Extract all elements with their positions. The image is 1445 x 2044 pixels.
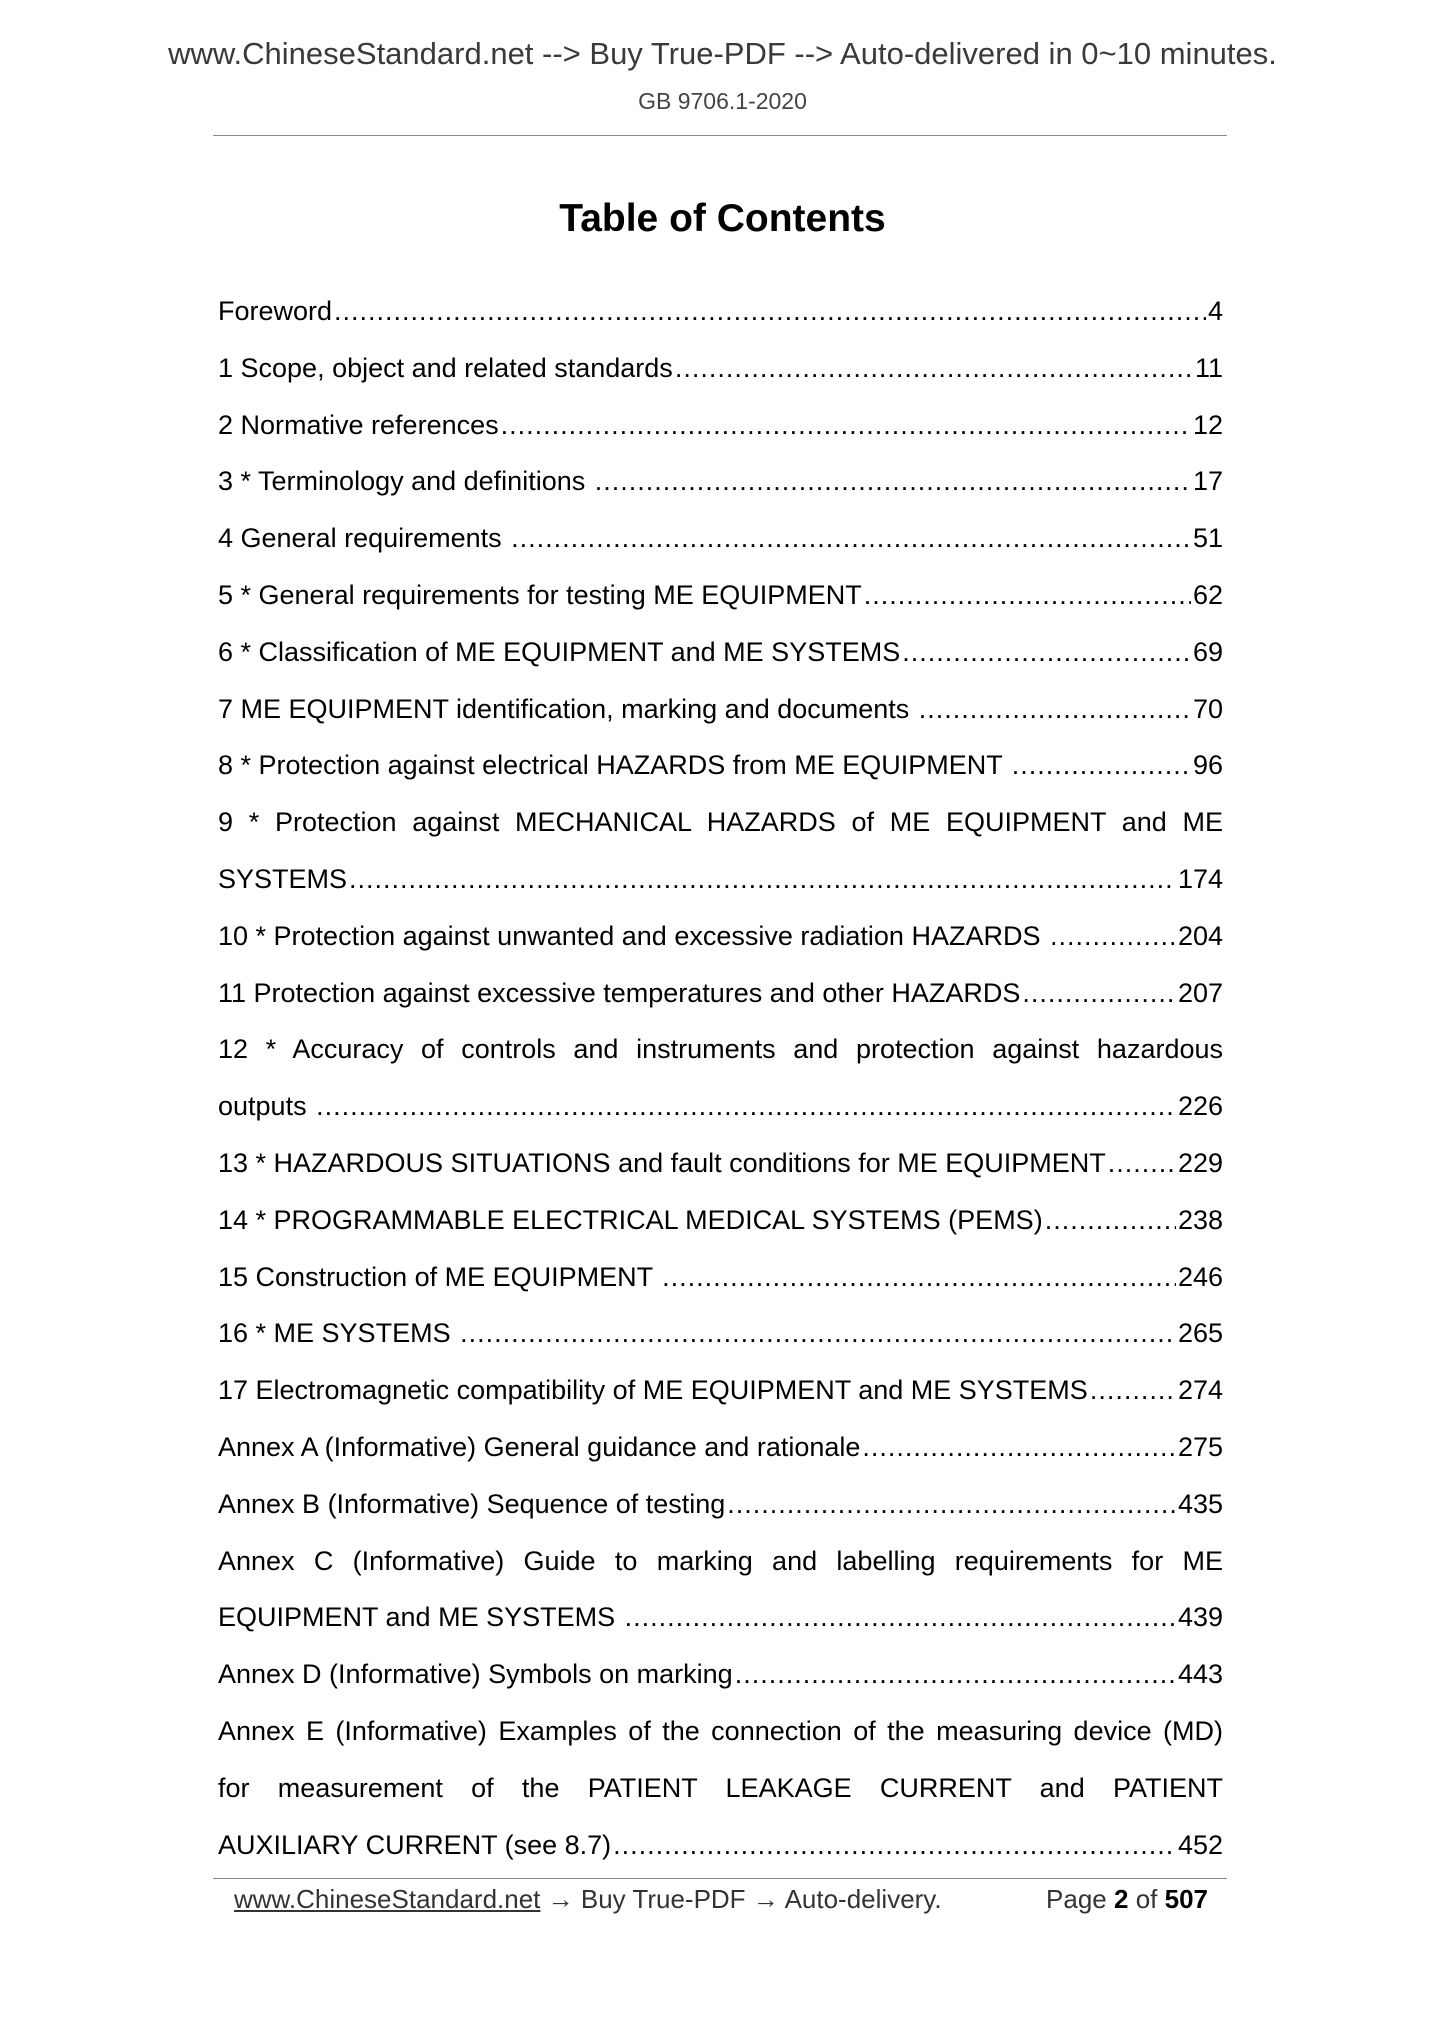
toc-page-number: 452 (1177, 1829, 1223, 1860)
toc-entry-continued-line[interactable]: 12 * Accuracy of controls and instruments and protection against hazardous (218, 1034, 1223, 1065)
toc-entry[interactable] (218, 1078, 1223, 1135)
dot-leader (1090, 1362, 1176, 1419)
toc-page-number: 62 (1192, 579, 1223, 610)
toc-entry-title: Foreword (218, 296, 333, 326)
toc-entry-title: 17 Electromagnetic compatibility of ME EQUIPMENT and ME SYSTEMS (218, 1375, 1088, 1406)
dot-leader (316, 1078, 1176, 1135)
toc-page-number: 443 (1177, 1659, 1223, 1690)
toc-entry-title: AUXILIARY CURRENT (see 8.7) (218, 1829, 612, 1860)
toc-entry[interactable] (218, 965, 1223, 1022)
dot-leader (727, 1476, 1176, 1533)
toc-page-number: 274 (1177, 1375, 1223, 1406)
footer-site-link[interactable]: www.ChineseStandard.net (234, 1884, 541, 1914)
toc-entry-title: 3 * Terminology and definitions (218, 466, 593, 497)
toc-page-number: 12 (1192, 409, 1223, 440)
toc-entry[interactable] (218, 624, 1223, 681)
toc-entry-title: 5 * General requirements for testing ME EQUIPMENT (218, 579, 862, 610)
toc-page-number: 439 (1177, 1602, 1223, 1633)
dot-leader (919, 681, 1191, 738)
dot-leader (1045, 1192, 1176, 1249)
toc-page-number: 435 (1177, 1488, 1223, 1519)
dot-leader (460, 1305, 1176, 1362)
toc-page-number: 4 (1207, 296, 1223, 326)
toc-entry-title: 15 Construction of ME EQUIPMENT (218, 1261, 661, 1292)
toc-entry[interactable] (218, 851, 1223, 908)
toc-entry-title: outputs (218, 1091, 315, 1122)
toc-entry-continued-line[interactable]: Annex E (Informative) Examples of the connection of the measuring device (MD) (218, 1715, 1223, 1746)
toc-entry[interactable] (218, 1249, 1223, 1306)
toc-entry-continued-line[interactable]: Annex C (Informative) Guide to marking and labelling requirements for ME (218, 1545, 1223, 1576)
toc-entry[interactable] (218, 1192, 1223, 1249)
dot-leader (902, 624, 1191, 681)
toc-page-number: 207 (1177, 977, 1223, 1008)
toc-entry[interactable] (218, 1589, 1223, 1646)
toc-entry[interactable] (218, 1817, 1223, 1874)
dot-leader (511, 510, 1191, 567)
dot-leader (625, 1589, 1176, 1646)
dot-leader (349, 851, 1176, 908)
page-label: Page (1046, 1884, 1107, 1914)
footer-divider (213, 1878, 1227, 1879)
toc-entry[interactable] (218, 1646, 1223, 1703)
toc-entry-title: 11 Protection against excessive temperatures and other HAZARDS (218, 977, 1021, 1008)
toc-entry[interactable] (218, 681, 1223, 738)
dot-leader (675, 340, 1193, 397)
dot-leader (1050, 908, 1176, 965)
toc-entry[interactable] (218, 1476, 1223, 1533)
toc-entry-title: SYSTEMS (218, 863, 348, 894)
toc-entry[interactable] (218, 567, 1223, 624)
toc-entry-title: Annex B (Informative) Sequence of testing (218, 1488, 726, 1519)
toc-entry-title: 10 * Protection against unwanted and excessive radiation HAZARDS (218, 920, 1048, 951)
toc-entry[interactable] (218, 1305, 1223, 1362)
dot-leader (862, 1419, 1176, 1476)
toc-entry-title: 4 General requirements (218, 523, 510, 554)
toc-entry-title: 7 ME EQUIPMENT identification, marking and documents (218, 693, 917, 724)
toc-entry-continued-line[interactable]: for measurement of the PATIENT LEAKAGE CURRENT and PATIENT (218, 1772, 1223, 1803)
toc-entry-title: EQUIPMENT and ME SYSTEMS (218, 1602, 623, 1633)
dot-leader (1022, 965, 1176, 1022)
toc-entry[interactable] (218, 737, 1223, 794)
toc-entry-title: Annex D (Informative) Symbols on marking (218, 1659, 733, 1690)
toc-entry[interactable] (218, 510, 1223, 567)
toc-page-number: 265 (1177, 1318, 1223, 1349)
document-number: GB 9706.1-2020 (638, 88, 807, 114)
toc-page-number: 51 (1192, 523, 1223, 554)
page-current: 2 (1113, 1884, 1129, 1914)
toc-page-number: 11 (1194, 352, 1223, 383)
toc-entry[interactable] (218, 1419, 1223, 1476)
toc-entry[interactable] (218, 453, 1223, 510)
dot-leader (501, 397, 1191, 454)
toc-page-number: 238 (1177, 1204, 1223, 1235)
page-indicator (1046, 1882, 1208, 1916)
toc-entry-title: 13 * HAZARDOUS SITUATIONS and fault conditions for ME EQUIPMENT (218, 1147, 1106, 1178)
page-footer (234, 1882, 1208, 1916)
toc-entry-continued-line[interactable]: 9 * Protection against MECHANICAL HAZARDS of ME EQUIPMENT and ME (218, 807, 1223, 838)
dot-leader (735, 1646, 1176, 1703)
toc-entry[interactable] (218, 283, 1223, 340)
toc-page-number: 229 (1177, 1147, 1223, 1178)
toc-entry-title: 8 * Protection against electrical HAZARDS from ME EQUIPMENT (218, 750, 1010, 781)
dot-leader (595, 453, 1191, 510)
toc-entry[interactable] (218, 397, 1223, 454)
toc-entry[interactable] (218, 908, 1223, 965)
page-of-label: of (1135, 1884, 1158, 1914)
toc-page-number: 174 (1177, 863, 1223, 894)
toc-page-number: 70 (1192, 693, 1223, 724)
dot-leader (1108, 1135, 1176, 1192)
dot-leader (662, 1249, 1176, 1306)
toc-page-number: 204 (1177, 920, 1223, 951)
toc-entry[interactable] (218, 340, 1223, 397)
toc-page-number: 69 (1192, 636, 1223, 667)
dot-leader (613, 1817, 1176, 1874)
table-of-contents (218, 283, 1223, 1873)
toc-page-number: 275 (1177, 1431, 1223, 1462)
toc-entry-title: 14 * PROGRAMMABLE ELECTRICAL MEDICAL SYSTEMS (PEMS) (218, 1204, 1043, 1235)
toc-entry-title: 1 Scope, object and related standards (218, 352, 673, 383)
toc-entry[interactable] (218, 1362, 1223, 1419)
site-banner: www.ChineseStandard.net --> Buy True-PDF --> Auto-delivered in 0~10 minutes. (168, 36, 1277, 71)
toc-page-number: 246 (1177, 1261, 1223, 1292)
toc-page-number: 17 (1192, 466, 1223, 497)
toc-entry-title: 6 * Classification of ME EQUIPMENT and ME SYSTEMS (218, 636, 901, 667)
page-total: 507 (1164, 1884, 1208, 1914)
toc-entry-title: 16 * ME SYSTEMS (218, 1318, 459, 1349)
dot-leader (1012, 737, 1191, 794)
toc-page-number: 96 (1192, 750, 1223, 781)
toc-entry-title: 2 Normative references (218, 409, 499, 440)
toc-page-number: 226 (1177, 1091, 1223, 1122)
page-title: Table of Contents (559, 197, 886, 240)
toc-entry[interactable] (218, 1135, 1223, 1192)
dot-leader (864, 567, 1191, 624)
header-divider (213, 135, 1227, 136)
dot-leader (334, 283, 1206, 340)
footer-tagline: → Buy True-PDF → Auto-delivery. (540, 1884, 942, 1914)
toc-entry-title: Annex A (Informative) General guidance and rationale (218, 1431, 861, 1462)
